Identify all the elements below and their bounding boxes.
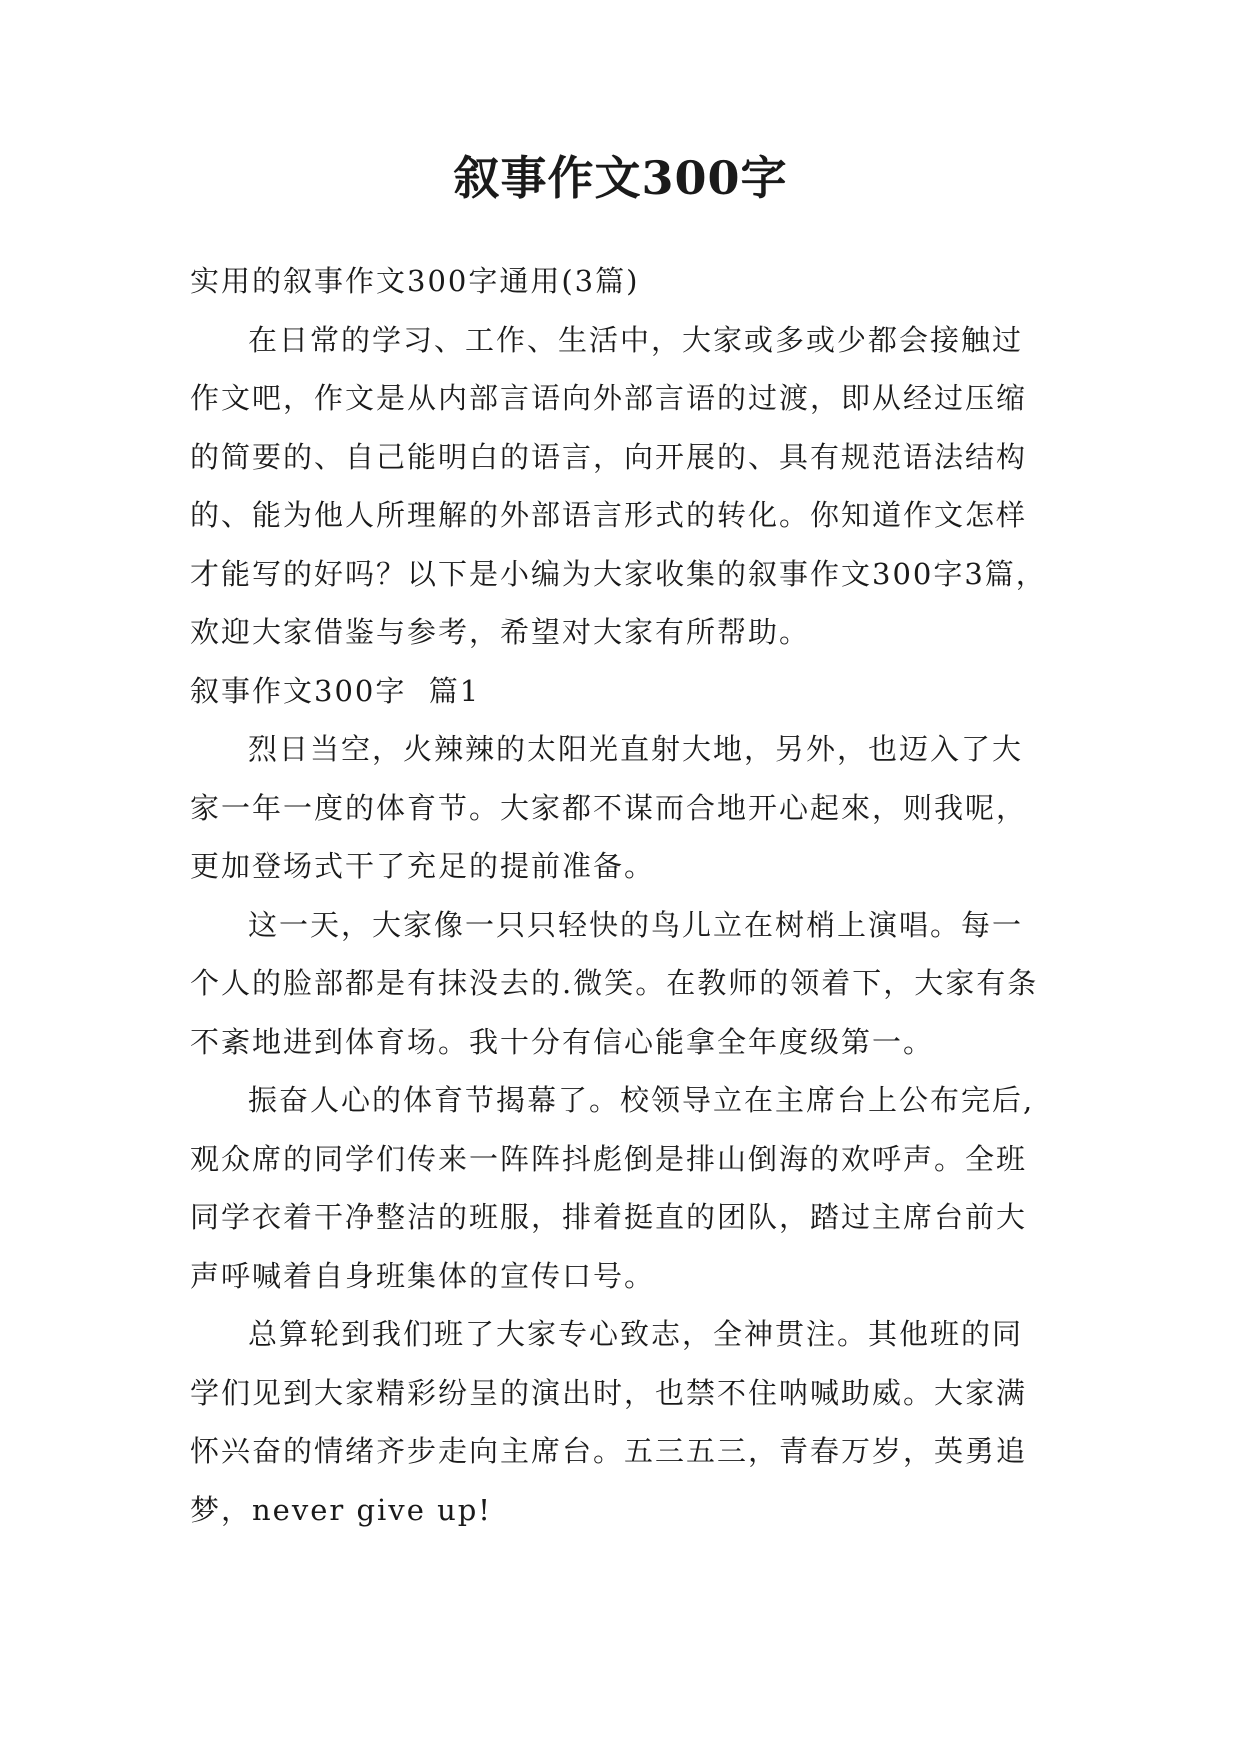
body-paragraph: 振奋人心的体育节揭幕了。校领导立在主席台上公布完后,观众席的同学们传来一阵阵抖彪倒是排山倒海的欢呼声。全班同学衣着干净整洁的班服，排着挺直的团队，踏过主席台前大声呼喊着自身班集体的宣传口号。 (190, 1083, 1035, 1293)
document-body (190, 252, 1050, 1539)
document-title: 叙事作文300字 (453, 151, 788, 205)
intro-paragraph: 在日常的学习、工作、生活中，大家或多或少都会接触过作文吧，作文是从内部言语向外部言语的过渡，即从经过压缩的简要的、自己能明白的语言，向开展的、具有规范语法结构的、能为他人所理解的外部语言形式的转化。你知道作文怎样才能写的好吗？以下是小编为大家收集的叙事作文300字3篇，欢迎大家借鉴与参考，希望对大家有所帮助。 (190, 322, 1047, 649)
body-paragraph: 烈日当空，火辣辣的太阳光直射大地，另外，也迈入了大家一年一度的体育节。大家都不谋而合地开心起來，则我呢，更加登场式干了充足的提前准备。 (190, 732, 1028, 883)
body-paragraph: 这一天，大家像一只只轻快的鸟儿立在树梢上演唱。每一个人的脸部都是有抹没去的.微笑。在教师的领着下，大家有条不紊地进到体育场。我十分有信心能拿全年度级第一。 (190, 907, 1039, 1059)
document-subtitle: 实用的叙事作文300字通用(3篇) (190, 264, 640, 298)
body-paragraph: 总算轮到我们班了大家专心致志，全神贯注。其他班的同学们见到大家精彩纷呈的演出时，也禁不住呐喊助威。大家满怀兴奋的情绪齐步走向主席台。五三五三，青春万岁，英勇追梦，never give up! (190, 1317, 1028, 1527)
section-heading: 叙事作文300字 篇1 (190, 673, 481, 708)
